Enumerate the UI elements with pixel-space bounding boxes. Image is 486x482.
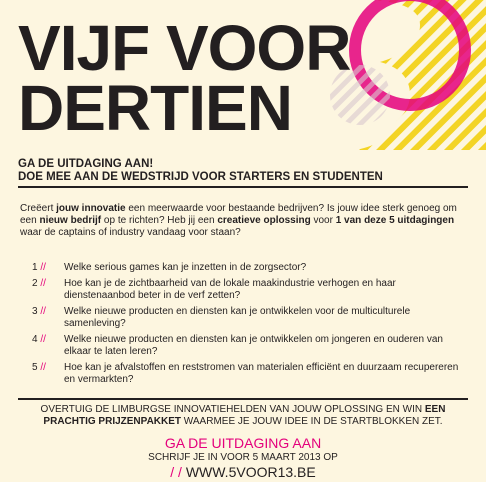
slash-mark: // (40, 278, 46, 289)
intro-text: Creëert (20, 203, 57, 214)
pitch-paragraph (18, 404, 468, 428)
item-number: 2 (32, 278, 38, 289)
list-item (32, 262, 460, 274)
intro-text: voor (310, 215, 336, 226)
title-line-1: VIJF VOOR (18, 12, 351, 84)
pitch-text: OVERTUIG DE LIMBURGSE INNOVATIEHELDEN VAN JOUW OPLOSSING EN WIN (40, 404, 425, 415)
list-item (32, 306, 460, 330)
page-title (18, 12, 351, 144)
slash-mark: // (40, 262, 46, 273)
slash-mark: // (40, 306, 46, 317)
item-number: 1 (32, 262, 38, 273)
intro-bold: jouw innovatie (56, 203, 126, 214)
divider-bottom (18, 398, 468, 400)
title-line-2: DERTIEN (18, 72, 292, 144)
url-text[interactable]: WWW.5VOOR13.BE (185, 464, 316, 480)
intro-text: waar de captains of industry vandaag voor staan? (20, 227, 241, 238)
list-item (32, 278, 460, 302)
slash-mark: / / (170, 464, 182, 480)
item-text: Hoe kan je afvalstoffen en reststromen van materialen efficiënt en duurzaam recupereren en vermarkten? (64, 362, 459, 385)
intro-text: op te richten? Heb jij een (101, 215, 218, 226)
item-text: Welke nieuwe producten en diensten kan je ontwikkelen om jongeren en ouderen van elkaar te laten leren? (64, 334, 443, 357)
item-text: Welke nieuwe producten en diensten kan je ontwikkelen voor de multiculturele samenleving? (64, 306, 411, 329)
deadline-text: SCHRIJF JE IN VOOR 5 MAART 2013 OP (148, 452, 338, 463)
item-text: Hoe kan je de zichtbaarheid van de lokale maakindustrie verhogen en haar dienstenaanbod beter in de verf zetten? (64, 278, 396, 301)
headline (18, 158, 383, 184)
item-number: 3 (32, 306, 38, 317)
call-to-action: GA DE UITDAGING AAN (164, 435, 322, 451)
headline-line-2: DOE MEE AAN DE WEDSTRIJD VOOR STARTERS EN STUDENTEN (18, 171, 383, 183)
website-url[interactable] (0, 464, 486, 480)
intro-text: een meerwaarde voor bestaande bedrijven? Is jouw idee sterk genoeg om een (20, 203, 457, 226)
item-number: 5 (32, 362, 38, 373)
challenge-list (32, 262, 460, 390)
intro-paragraph (20, 203, 466, 239)
intro-bold: creatieve oplossing (217, 215, 311, 226)
item-number: 4 (32, 334, 38, 345)
divider-top (18, 186, 468, 188)
list-item (32, 362, 460, 386)
pitch-bold: EEN PRACHTIG PRIJZENPAKKET (43, 404, 446, 427)
intro-bold: 1 van deze 5 uitdagingen (335, 215, 455, 226)
slash-mark: // (40, 334, 46, 345)
intro-bold: nieuw bedrijf (39, 215, 102, 226)
slash-mark: // (40, 362, 46, 373)
pitch-text: WAARMEE JE JOUW IDEE IN DE STARTBLOKKEN ZET. (181, 416, 443, 427)
item-text: Welke serious games kan je inzetten in de zorgsector? (64, 262, 307, 273)
headline-line-1: GA DE UITDAGING AAN! (18, 158, 154, 170)
list-item (32, 334, 460, 358)
